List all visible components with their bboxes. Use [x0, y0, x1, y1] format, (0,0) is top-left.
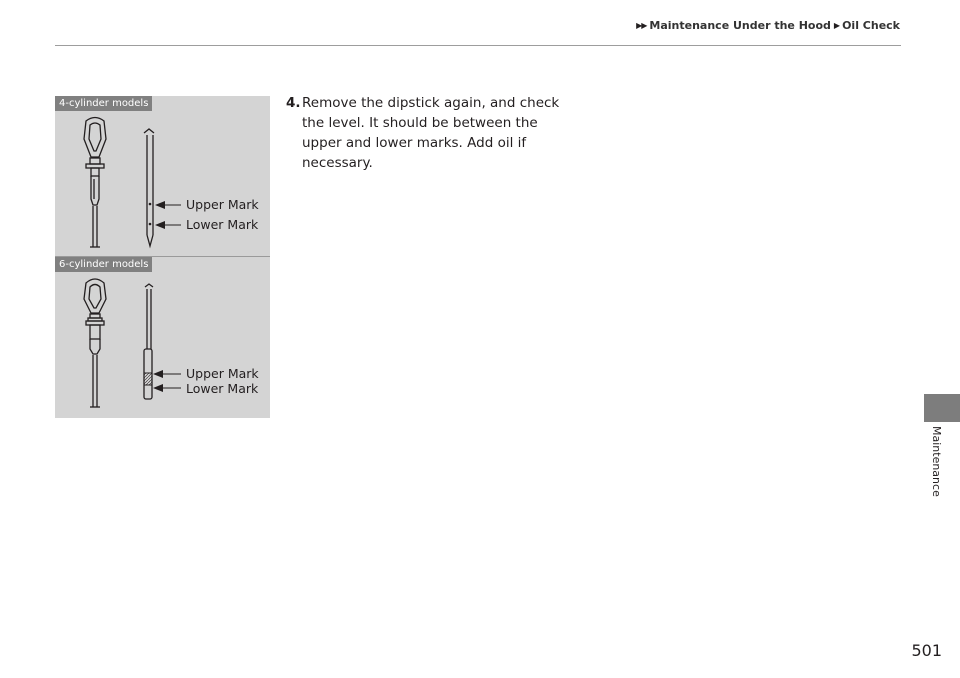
- instruction-step: [286, 93, 576, 173]
- double-arrow-icon: ▶▶: [636, 21, 647, 30]
- header-rule: [55, 45, 901, 46]
- section-label: Maintenance: [930, 426, 943, 497]
- breadcrumb: [636, 19, 900, 32]
- step-number: 4.: [286, 95, 301, 111]
- upper-mark-label-4cyl: Upper Mark: [186, 197, 259, 212]
- page-number: 501: [911, 641, 942, 660]
- panel-4-cylinder: [55, 96, 270, 256]
- lower-mark-label-4cyl: Lower Mark: [186, 217, 259, 232]
- dipstick-illustration-4cyl: [55, 96, 270, 256]
- arrow-icon: ▶: [833, 21, 840, 30]
- breadcrumb-item-section[interactable]: Maintenance Under the Hood: [649, 19, 831, 32]
- breadcrumb-item-page[interactable]: Oil Check: [842, 19, 900, 32]
- step-text: Remove the dipstick again, and check the level. It should be between the upper and lower marks. Add oil if necessary.: [302, 95, 560, 171]
- dipstick-figure: [55, 96, 270, 418]
- panel-6-cylinder: [55, 256, 270, 419]
- upper-mark-label-6cyl: Upper Mark: [186, 366, 259, 381]
- section-tab[interactable]: [924, 394, 960, 422]
- model-label-6cyl: 6-cylinder models: [55, 257, 152, 272]
- lower-mark-label-6cyl: Lower Mark: [186, 381, 259, 396]
- model-label-4cyl: 4-cylinder models: [55, 96, 152, 111]
